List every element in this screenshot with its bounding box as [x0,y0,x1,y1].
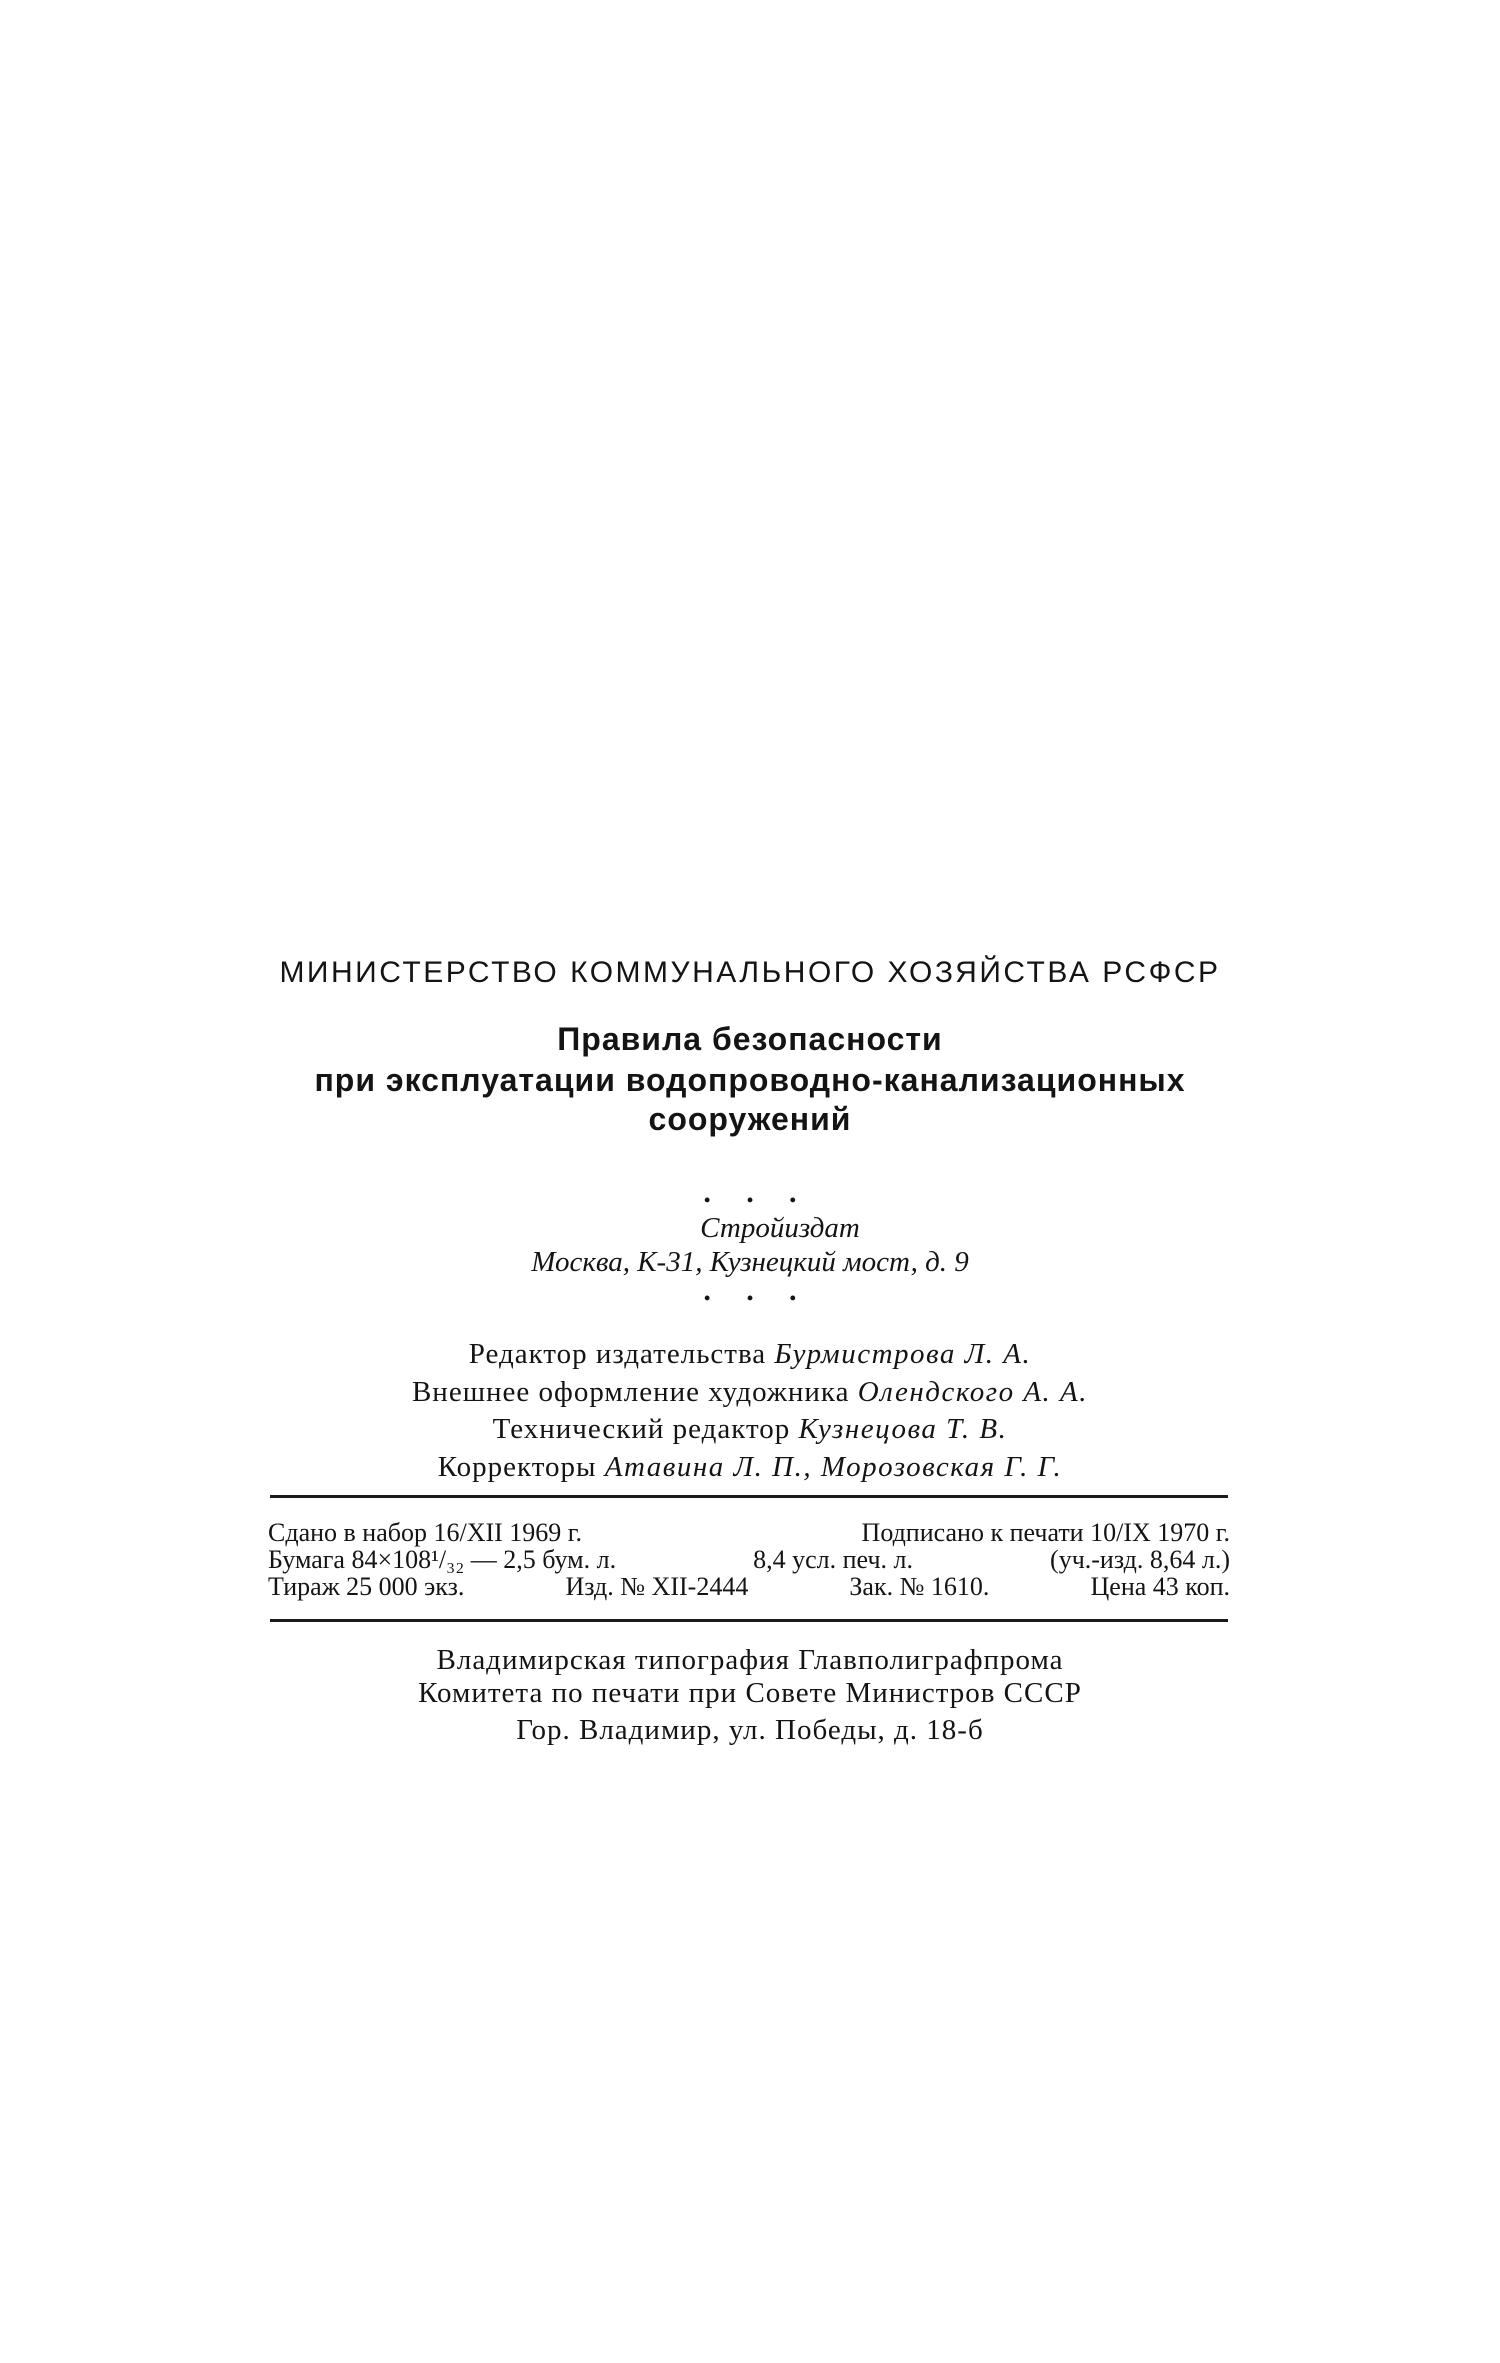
imprint-edition-number: Изд. № XII-2444 [565,1572,749,1601]
imprint-typeset-date: Сдано в набор 16/XII 1969 г. [268,1518,583,1547]
imprint-row-1 [268,1518,1230,1548]
imprint-order-number: Зак. № 1610. [849,1572,990,1601]
imprint-price: Цена 43 коп. [1090,1572,1230,1601]
credit-name: Кузнецова Т. В. [798,1413,1008,1445]
credit-designer [0,1376,1500,1409]
ministry-heading: МИНИСТЕРСТВО КОММУНАЛЬНОГО ХОЗЯЙСТВА РСФСР [279,956,1221,989]
divider-top [270,1495,1228,1498]
imprint-signed-date: Подписано к печати 10/IX 1970 г. [861,1518,1230,1547]
publisher-name: Стройиздат [700,1212,860,1244]
document-title-line-1: Правила безопасности [557,1021,943,1057]
credit-role: Технический редактор [492,1413,791,1445]
credit-role: Внешнее оформление художника [411,1376,850,1408]
imprint-print-run: Тираж 25 000 экз. [268,1572,465,1601]
publisher-address: Москва, К-31, Кузнецкий мост, д. 9 [531,1246,969,1278]
imprint-publisher-sheets: (уч.-изд. 8,64 л.) [1050,1545,1230,1574]
separator-bottom: • • • [704,1288,812,1308]
credit-name: Олендского А. А. [857,1376,1089,1408]
separator-top: • • • [704,1190,812,1210]
divider-bottom [270,1619,1228,1622]
imprint-paper: Бумага 84×108¹/₃₂ — 2,5 бум. л. [268,1545,617,1574]
credit-role: Редактор издательства [468,1338,767,1370]
printer-line-1: Владимирская типография Главполиграфпрома [436,1644,1064,1676]
printer-line-3: Гор. Владимир, ул. Победы, д. 18-б [516,1714,984,1746]
imprint-print-sheets: 8,4 усл. печ. л. [753,1545,913,1574]
credit-name: Атавина Л. П., Морозовская Г. Г. [604,1451,1063,1483]
printer-line-2: Комитета по печати при Совете Министров СССР [418,1677,1082,1709]
credit-proofreaders [0,1451,1500,1484]
credit-technical-editor [0,1413,1500,1446]
imprint-row-3 [268,1572,1230,1602]
document-title-line-2: при эксплуатации водопроводно-канализационных [314,1062,1186,1098]
credit-editor [0,1338,1500,1371]
document-title-line-3: сооружений [648,1101,852,1137]
credit-role: Корректоры [437,1451,597,1483]
credit-name: Бурмистрова Л. А. [774,1338,1032,1370]
imprint-row-2 [268,1545,1230,1575]
